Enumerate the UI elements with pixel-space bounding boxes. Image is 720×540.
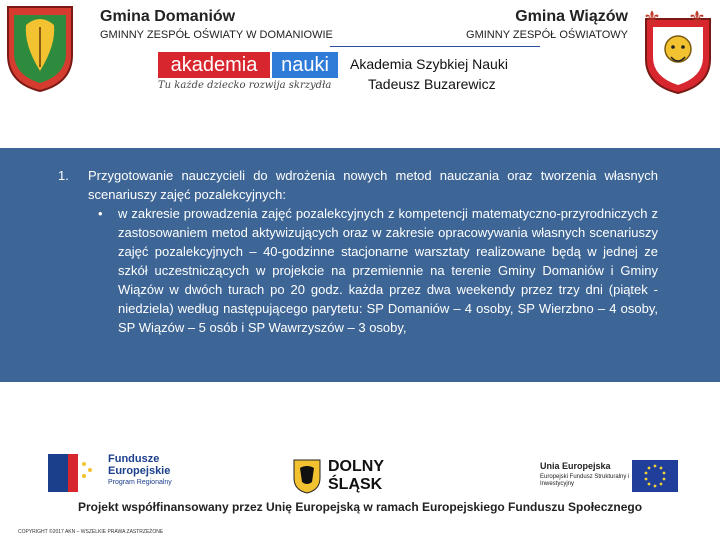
content-list: [58, 166, 658, 337]
header-divider: [330, 46, 540, 47]
fe-program-label: Program Regionalny: [108, 479, 172, 486]
logo-tagline: Tu każde dziecko rozwija skrzydła: [158, 80, 332, 91]
copyright-notice: COPYRIGHT ©2017 AKN – WSZELKIE PRAWA ZASTRZEŻONE: [18, 529, 164, 535]
ds-line2: ŚLĄSK: [328, 476, 383, 493]
fundusze-europejskie-label: [108, 453, 170, 477]
fe-title-line2: Europejskie: [108, 465, 171, 477]
bullet-icon: •: [98, 206, 103, 221]
gmina-domaniow-crest: [6, 5, 74, 93]
gmina-domaniow-subtitle: GMINNY ZESPÓŁ OŚWIATY W DOMANIOWIE: [100, 29, 333, 41]
fleur-de-lis-icon: ⚜: [643, 8, 661, 30]
fleur-de-lis-icon: ⚜: [688, 8, 706, 30]
list-item-text: Przygotowanie nauczycieli do wdrożenia nowych metod nauczania oraz tworzenia własnych scenariuszy zajęć pozalekcyjnych:: [88, 168, 658, 202]
cofinancing-statement: Projekt współfinansowany przez Unię Europejską w ramach Europejskiego Funduszu Społecznego: [77, 500, 643, 514]
bullet-item-text: w zakresie prowadzenia zajęć pozalekcyjnych z kompetencji matematyczno-przyrodniczych z zastosowaniem metod aktywizujących oraz w zakresie opracowywania własnych scenariuszy zajęć pozalekcyjnych – 40-godzinne stacjonarne warsztaty realizowane będą w jednej ze szkół uczestniczących w projekcie na przemiennie na terenie Gminy Domaniów i Gminy Wiązów w dwóch turach po 20 godz. każda przez dwa weekendy przez trzy dni (piątek - niedziela) według następującego parytetu: SP Domaniów – 4 osoby, SP Wierzbno – 4 osoby, SP Wiązów – 5 osób i SP Wawrzyszów – 3 osoby,: [118, 206, 658, 335]
akademia-title: Akademia Szybkiej Nauki: [350, 56, 508, 72]
fe-title-line1: Fundusze: [108, 453, 160, 465]
ds-line1: DOLNY: [328, 458, 384, 475]
list-item-number: 1.: [58, 168, 69, 183]
unia-europejska-label: Unia Europejska: [540, 461, 611, 471]
logo-word-nauki: nauki: [272, 52, 338, 78]
gmina-wiazow-title: Gmina Wiązów: [515, 8, 628, 25]
unia-europejska-fund-label: Europejski Fundusz Strukturalny i Inwestycyjny: [540, 474, 630, 487]
gmina-domaniow-title: Gmina Domaniów: [100, 8, 236, 25]
bullet-item: [98, 204, 658, 337]
gmina-wiazow-subtitle: GMINNY ZESPÓŁ OŚWIATOWY: [466, 29, 628, 41]
logo-word-akademia: akademia: [158, 52, 270, 78]
dolny-slask-eagle-icon: [292, 458, 322, 494]
list-item: [58, 166, 658, 204]
dolny-slask-label: [328, 458, 384, 494]
akademia-author: Tadeusz Buzarewicz: [368, 76, 496, 92]
eu-flag-icon: [632, 460, 678, 492]
fundusze-europejskie-icon: [44, 452, 104, 494]
